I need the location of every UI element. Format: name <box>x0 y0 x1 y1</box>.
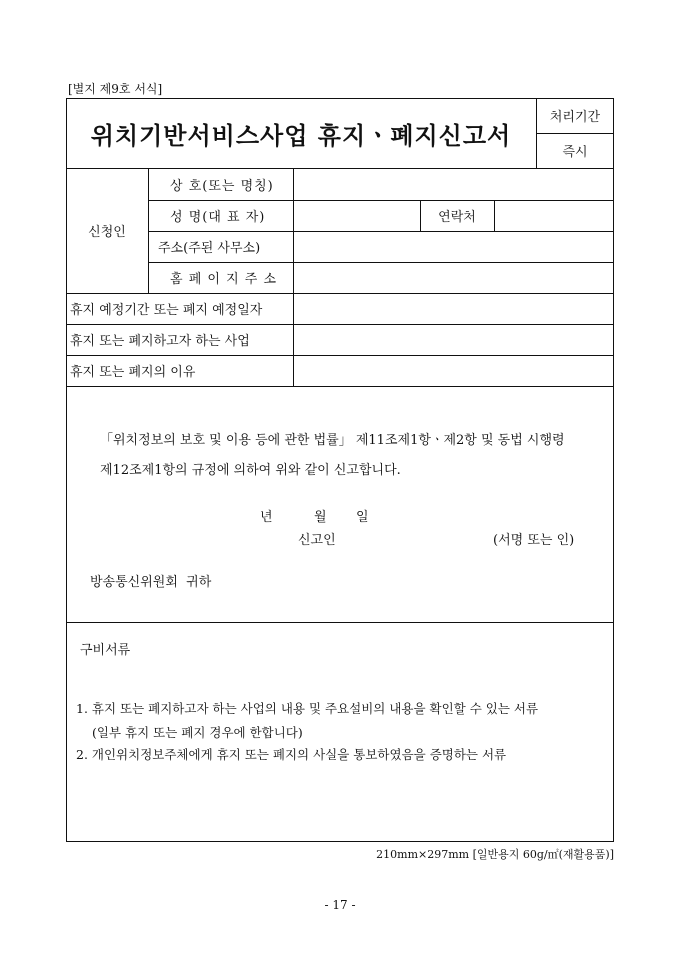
documents-top-line <box>66 622 614 623</box>
paper-spec: 210mm×297mm [일반용지 60g/㎡(재활용품)] <box>376 848 614 861</box>
documents-header: 구비서류 <box>80 643 131 658</box>
page-number: - 17 - <box>324 898 356 912</box>
suspension-period-label: 휴지 예정기간 또는 폐지 예정일자 <box>70 303 263 318</box>
processing-period-label: 처리기간 <box>549 110 601 125</box>
address-label: 주소(주된 사무소) <box>158 241 261 256</box>
row-line <box>66 386 614 387</box>
label-divider <box>293 168 294 386</box>
applicant-divider <box>148 168 149 293</box>
processing-period-value: 즉시 <box>562 145 588 160</box>
date-day: 일 <box>356 510 369 525</box>
date-year: 년 <box>260 510 273 525</box>
reason-label: 휴지 또는 폐지의 이유 <box>70 365 196 380</box>
reporter-label: 신고인 <box>298 533 336 548</box>
applicant-group-label: 신청인 <box>88 225 126 240</box>
trade-name-label: 상 호(또는 명칭) <box>170 178 274 194</box>
homepage-label: 홈 페 이 지 주 소 <box>170 272 278 287</box>
representative-name-label: 성 명(대 표 자) <box>170 210 266 225</box>
contact-label: 연락처 <box>438 210 476 225</box>
signature-label: (서명 또는 인) <box>493 533 575 548</box>
form-number-label: [별지 제9호 서식] <box>66 80 164 99</box>
declaration-line-1: 「위치정보의 보호 및 이용 등에 관한 법률」 제11조제1항ㆍ제2항 및 동법 시행령 <box>100 433 565 448</box>
date-month: 월 <box>314 510 327 525</box>
addressee: 방송통신위원회 귀하 <box>90 575 212 590</box>
contact-divider-right <box>494 200 495 231</box>
business-label: 휴지 또는 폐지하고자 하는 사업 <box>70 334 250 349</box>
document-item-1: 1. 휴지 또는 폐지하고자 하는 사업의 내용 및 주요설비의 내용을 확인할 수 있는 서류 <box>76 701 539 716</box>
document-item-1-note: (일부 휴지 또는 폐지 경우에 한합니다) <box>92 725 303 740</box>
document-item-2: 2. 개인위치정보주체에게 휴지 또는 폐지의 사실을 통보하였음을 증명하는 서류 <box>76 747 507 762</box>
declaration-line-2: 제12조제1항의 규정에 의하여 위와 같이 신고합니다. <box>100 463 401 478</box>
form-title: 위치기반서비스사업 휴지ㆍ폐지신고서 <box>90 120 512 150</box>
